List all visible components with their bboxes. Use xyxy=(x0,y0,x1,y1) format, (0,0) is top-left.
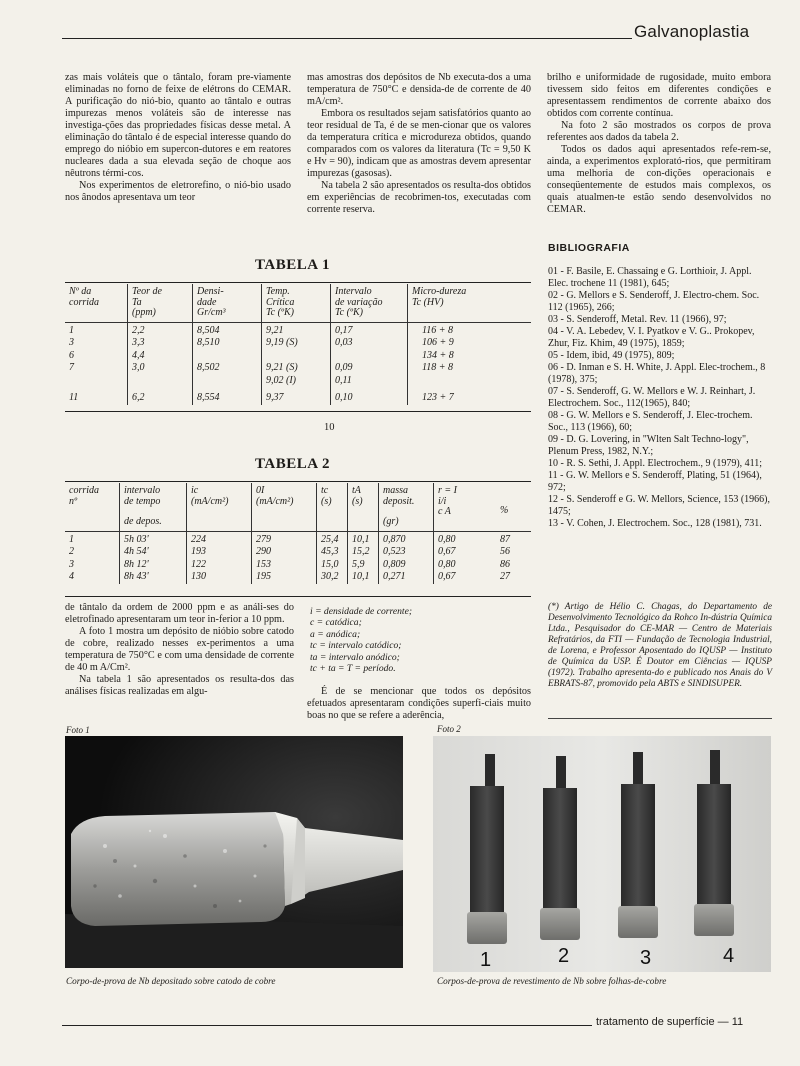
table-cell: 0,10 xyxy=(331,387,408,405)
table-1-header-cell: Intervalo de variação Tc (ºK) xyxy=(331,284,408,322)
column-1 xyxy=(65,72,291,204)
table-cell: 0,67 xyxy=(434,571,497,584)
legend-item: c = catódica; xyxy=(310,617,362,629)
table-cell: 224 xyxy=(187,531,252,546)
lower-column-1 xyxy=(65,602,294,698)
table-2-header-cell: r = I i/i c A xyxy=(434,483,497,531)
sample-number-3: 3 xyxy=(640,947,652,969)
header-rule xyxy=(62,38,632,39)
table-cell: 30,2 xyxy=(317,571,348,584)
table-1-top-rule xyxy=(65,282,531,283)
col3-paragraph-1: brilho e uniformidade de rugosidade, muito embora tivessem sido feitos em diferentes condições e apresentassem rendimentos de corrente abaixo dos obtidos com corrente contínua. xyxy=(547,72,771,119)
table-cell: 0,870 xyxy=(379,531,434,546)
bibliography-heading: BIBLIOGRAFIA xyxy=(548,242,630,254)
lower-col1-paragraph-3: Na tabela 1 são apresentados os resulta-dos das análises físicas realizadas em algu- xyxy=(65,674,294,697)
table-cell xyxy=(65,375,128,388)
table-cell: 87 xyxy=(500,533,510,545)
sample-number-1: 1 xyxy=(480,949,492,971)
table-cell xyxy=(408,375,532,388)
table-cell: 3 xyxy=(69,558,74,570)
table-2 xyxy=(65,483,531,584)
table-row xyxy=(65,546,531,559)
col2-paragraph-2: Embora os resultados sejam satisfatórios quanto ao teor residual de Ta, é de se men-cionar que os valores da temperatura crítica e microdureza obtidos, quando comparados com os valores da literatura (Tc = 9,50 K e Hv = 90), indicam que as amostras devem apresentar impurezas (gasosas). xyxy=(307,108,531,179)
table-1-header-cell: Densi- dade Gr/cm³ xyxy=(193,284,262,322)
lower-col2-paragraph-1: É de se mencionar que todos os depósitos efetuados apresentaram condições superfi-ciais muito boas no que se refere a aderência, xyxy=(307,686,531,721)
table-cell: 0,80 xyxy=(434,531,497,546)
bibliography-list xyxy=(548,266,770,530)
table-cell: 0,523 xyxy=(379,546,434,559)
table-2-bottom-rule xyxy=(65,596,531,597)
table-cell: 4 xyxy=(69,571,74,582)
legend-item: tc + ta = T = período. xyxy=(310,663,396,675)
bib-item: 05 - Idem, ibid, 49 (1975), 809; xyxy=(548,350,675,361)
table-row xyxy=(65,362,531,375)
bib-item: 02 - G. Mellors e S. Senderoff, J. Electro-chem. Soc. 112 (1965), 266; xyxy=(548,290,760,313)
table-cell: 0,67 xyxy=(434,546,497,559)
table-cell: 3 xyxy=(69,337,74,348)
col3-paragraph-2: Na foto 2 são mostrados os corpos de prova referentes aos dados da tabela 2. xyxy=(547,120,771,143)
table-1-header-cell: Teor de Ta (ppm) xyxy=(128,284,193,322)
sample-number-4: 4 xyxy=(723,945,735,967)
table-cell xyxy=(331,350,408,363)
bib-item: 11 - G. W. Mellors e S. Senderoff, Plating, 51 (1964), 972; xyxy=(548,470,762,493)
table-cell: 6,2 xyxy=(128,387,193,405)
table-cell: 4,4 xyxy=(128,350,193,363)
table-2-header-cell: tc (s) xyxy=(317,483,348,531)
table-cell: 193 xyxy=(187,546,252,559)
table-cell: 2,2 xyxy=(128,322,193,337)
table-cell: 130 xyxy=(187,571,252,584)
column-2 xyxy=(307,72,531,216)
table-cell: 27 xyxy=(500,571,510,582)
lower-col1-paragraph-2: A foto 1 mostra um depósito de nióbio sobre catodo de cobre, realizado nesses ex-perimentos a uma temperatura de 750°C e com uma densidade de corrente de 40 m A/Cm². xyxy=(65,626,294,673)
table-cell: 25,4 xyxy=(317,531,348,546)
col2-paragraph-1: mas amostras dos depósitos de Nb executa-dos a uma temperatura de 750°C e densida-de de corrente de 40 mA/cm². xyxy=(307,72,531,107)
legend-item: i = densidade de corrente; xyxy=(310,606,413,617)
footnote-rule xyxy=(548,718,772,719)
table-row xyxy=(65,559,531,572)
table-2-header-cell: massa deposit. (gr) xyxy=(379,483,434,531)
table-1-bottom-rule xyxy=(65,411,531,412)
bib-item: 06 - D. Inman e S. H. White, J. Appl. Elec-trochem., 8 (1978), 375; xyxy=(548,362,766,385)
table-cell: 9,02 (I) xyxy=(262,375,331,388)
table-2-header-cell: tA (s) xyxy=(348,483,379,531)
table-row xyxy=(65,375,531,388)
table-cell: 122 xyxy=(187,559,252,572)
table-cell: 8,554 xyxy=(193,387,262,405)
page-marker: 10 xyxy=(324,422,335,433)
table-cell: 4h 54' xyxy=(120,546,187,559)
table-2-legend xyxy=(310,606,530,674)
bib-item: 12 - S. Senderoff e G. W. Mellors, Science, 153 (1966), 1475; xyxy=(548,494,771,517)
table-2-header-cell: intervalo de tempo de depos. xyxy=(120,483,187,531)
photo-2-label: Foto 2 xyxy=(437,724,461,734)
table-cell: 123 + 7 xyxy=(408,387,532,405)
table-cell: 279 xyxy=(252,531,317,546)
table-cell: 116 + 8 xyxy=(408,322,532,337)
bib-item: 07 - S. Senderoff, G. W. Mellors e W. J. Reinhart, J. Electrochem. Soc., 112(1965), 840; xyxy=(548,386,756,409)
table-cell: 0,09 xyxy=(331,362,408,375)
table-cell: 9,21 xyxy=(262,322,331,337)
table-1-header-cell: Nº da corrida xyxy=(65,284,128,322)
bib-item: 01 - F. Basile, E. Chassaing e G. Lorthioir, J. Appl. Elec. trochene 11 (1981), 645; xyxy=(548,266,752,289)
bib-item: 08 - G. W. Mellors e S. Senderoff, J. Elec-trochem. Soc., 113 (1966), 60; xyxy=(548,410,753,433)
table-cell xyxy=(193,350,262,363)
table-cell: 8,504 xyxy=(193,322,262,337)
table-2-top-rule xyxy=(65,481,531,482)
table-cell: 8,502 xyxy=(193,362,262,375)
bib-item: 03 - S. Senderoff, Metal. Rev. 11 (1966), 97; xyxy=(548,314,727,325)
col2-paragraph-3: Na tabela 2 são apresentados os resulta-dos obtidos em experiências de recobrimen-tos, executadas com corrente reserva. xyxy=(307,180,531,215)
table-cell: 1 xyxy=(69,533,74,545)
table-cell: 134 + 8 xyxy=(408,350,532,363)
table-cell: 10,1 xyxy=(348,531,379,546)
photo-1-niobium-deposit xyxy=(65,736,403,968)
table-cell: 9,19 (S) xyxy=(262,337,331,350)
table-row xyxy=(65,531,531,546)
table-cell: 195 xyxy=(252,571,317,584)
table-2-header-cell: corrida nº xyxy=(65,483,120,531)
table-1-header-cell: Temp. Crítica Tc (ºK) xyxy=(262,284,331,322)
table-row xyxy=(65,350,531,363)
lower-col1-paragraph-1: de tântalo da ordem de 2000 ppm e as análi-ses do eletrofinado apresentaram um teor in-ferior a 10 ppm. xyxy=(65,602,294,625)
lower-column-2 xyxy=(307,686,531,722)
table-cell: 8h 43' xyxy=(120,571,187,584)
table-1 xyxy=(65,284,531,405)
table-cell: 3,0 xyxy=(128,362,193,375)
table-cell: 9,37 xyxy=(262,387,331,405)
bib-item: 13 - V. Cohen, J. Electrochem. Soc., 128 (1981), 731. xyxy=(548,518,762,529)
bib-item: 04 - V. A. Lebedev, V. I. Pyatkov e V. G.. Prokopev, Zhur, Fiz. Khim, 49 (1975), 1859; xyxy=(548,326,755,349)
table-1-title: TABELA 1 xyxy=(255,257,330,273)
table-row xyxy=(65,337,531,350)
legend-item: tc = intervalo catódico; xyxy=(310,640,402,652)
table-cell: 5h 03' xyxy=(120,531,187,546)
table-cell: 56 xyxy=(500,546,510,557)
table-row xyxy=(65,322,531,337)
table-cell: 11 xyxy=(69,392,79,403)
table-cell: 5,9 xyxy=(348,559,379,572)
table-cell: 0,809 xyxy=(379,559,434,572)
table-cell: 0,11 xyxy=(331,375,408,388)
table-cell: 290 xyxy=(252,546,317,559)
col1-paragraph-2: Nos experimentos de eletrorefino, o nió-bio usado nos ânodos apresentava um teor xyxy=(65,180,291,203)
author-footnote: (*) Artigo de Hélio C. Chagas, do Departamento de Desenvolvimento Tecnológico da Rohco In-dústria Química Ltda., Pesquisador do CE-MAR — Centro de Materiais Refratários, da FTI — Fundação de Tecnologia Industrial, de Lorena, e Professor Aposentado do IQUSP — Instituto de Química da USP. É Doutor em Ciências — IQUSP (1972). Trabalho apresenta-do e publicado nos Anais do V EBRATS-87, promovido pela ABTS e SINDISUPER. xyxy=(548,602,772,689)
photo-2-caption: Corpos-de-prova de revestimento de Nb sobre folhas-de-cobre xyxy=(437,976,667,986)
legend-item: a = anódica; xyxy=(310,628,361,640)
table-cell xyxy=(128,375,193,388)
photo-1-label: Foto 1 xyxy=(66,725,90,735)
footer-page-info: tratamento de superfície — 11 xyxy=(596,1016,744,1028)
table-cell: 0,80 xyxy=(434,559,497,572)
table-cell: 0,17 xyxy=(331,322,408,337)
table-cell: 153 xyxy=(252,559,317,572)
table-row xyxy=(65,571,531,584)
table-cell: 106 + 9 xyxy=(408,337,532,350)
table-cell: 8,510 xyxy=(193,337,262,350)
table-cell xyxy=(262,350,331,363)
table-1-header-cell: Micro-dureza Tc (HV) xyxy=(408,284,532,322)
photo-1-caption: Corpo-de-prova de Nb depositado sobre catodo de cobre xyxy=(66,976,276,986)
table-cell: 8h 12' xyxy=(120,559,187,572)
table-cell xyxy=(193,375,262,388)
col1-paragraph-1: zas mais voláteis que o tântalo, foram pre-viamente eliminadas no forno de feixe de elétrons do CEMAR. A purificação do nió-bio, quanto ao tântalo e outras impurezas menos voláteis são de interesse nas investiga-ções das propriedades físicas desse metal. A eliminação do tântalo é de especial interesse quando do emprego do nióbio em supercon-dutores e em reatores nucleares dada a sua elevada seção de choque aos nêutrons térmi-cos. xyxy=(65,72,291,179)
table-cell: 10,1 xyxy=(348,571,379,584)
table-cell: 15,2 xyxy=(348,546,379,559)
col3-paragraph-3: Todos os dados aqui apresentados refe-rem-se, ainda, a experimentos explorató-rios, que permitiram uma melhoria de con-dições operacionais e conseqüentemente de estudos mais complexos, os quais atualmen-te estão sendo desenvolvidos no CEMAR. xyxy=(547,144,771,215)
sample-number-2: 2 xyxy=(558,945,570,967)
table-cell: 45,3 xyxy=(317,546,348,559)
table-cell: 86 xyxy=(500,558,510,570)
table-cell: 1 xyxy=(69,324,74,336)
table-cell: 9,21 (S) xyxy=(262,362,331,375)
table-cell: 0,271 xyxy=(379,571,434,584)
bib-item: 10 - R. S. Sethi, J. Appl. Electrochem., 9 (1979), 411; xyxy=(548,458,763,469)
table-2-header-cell: 0I (mA/cm²) xyxy=(252,483,317,531)
footer-rule xyxy=(62,1025,592,1026)
table-cell: 6 xyxy=(69,349,74,361)
legend-item: ta = intervalo anódico; xyxy=(310,651,400,663)
photo-2-coated-samples xyxy=(433,736,771,972)
section-title: Galvanoplastia xyxy=(634,22,750,41)
table-cell: 118 + 8 xyxy=(408,362,532,375)
table-cell: 7 xyxy=(69,362,74,373)
table-2-title: TABELA 2 xyxy=(255,456,330,472)
table-row xyxy=(65,387,531,405)
column-3 xyxy=(547,72,771,216)
table-2-header-cell: ic (mA/cm²) xyxy=(187,483,252,531)
table-cell: 15,0 xyxy=(317,559,348,572)
table-cell: 0,03 xyxy=(331,337,408,350)
bib-item: 09 - D. G. Lovering, in "Wlten Salt Techno-logy", Plenum Press, 1982, N.Y.; xyxy=(548,434,749,457)
table-2-header-cell: % xyxy=(496,483,531,531)
table-cell: 2 xyxy=(69,546,74,557)
table-cell: 3,3 xyxy=(128,337,193,350)
